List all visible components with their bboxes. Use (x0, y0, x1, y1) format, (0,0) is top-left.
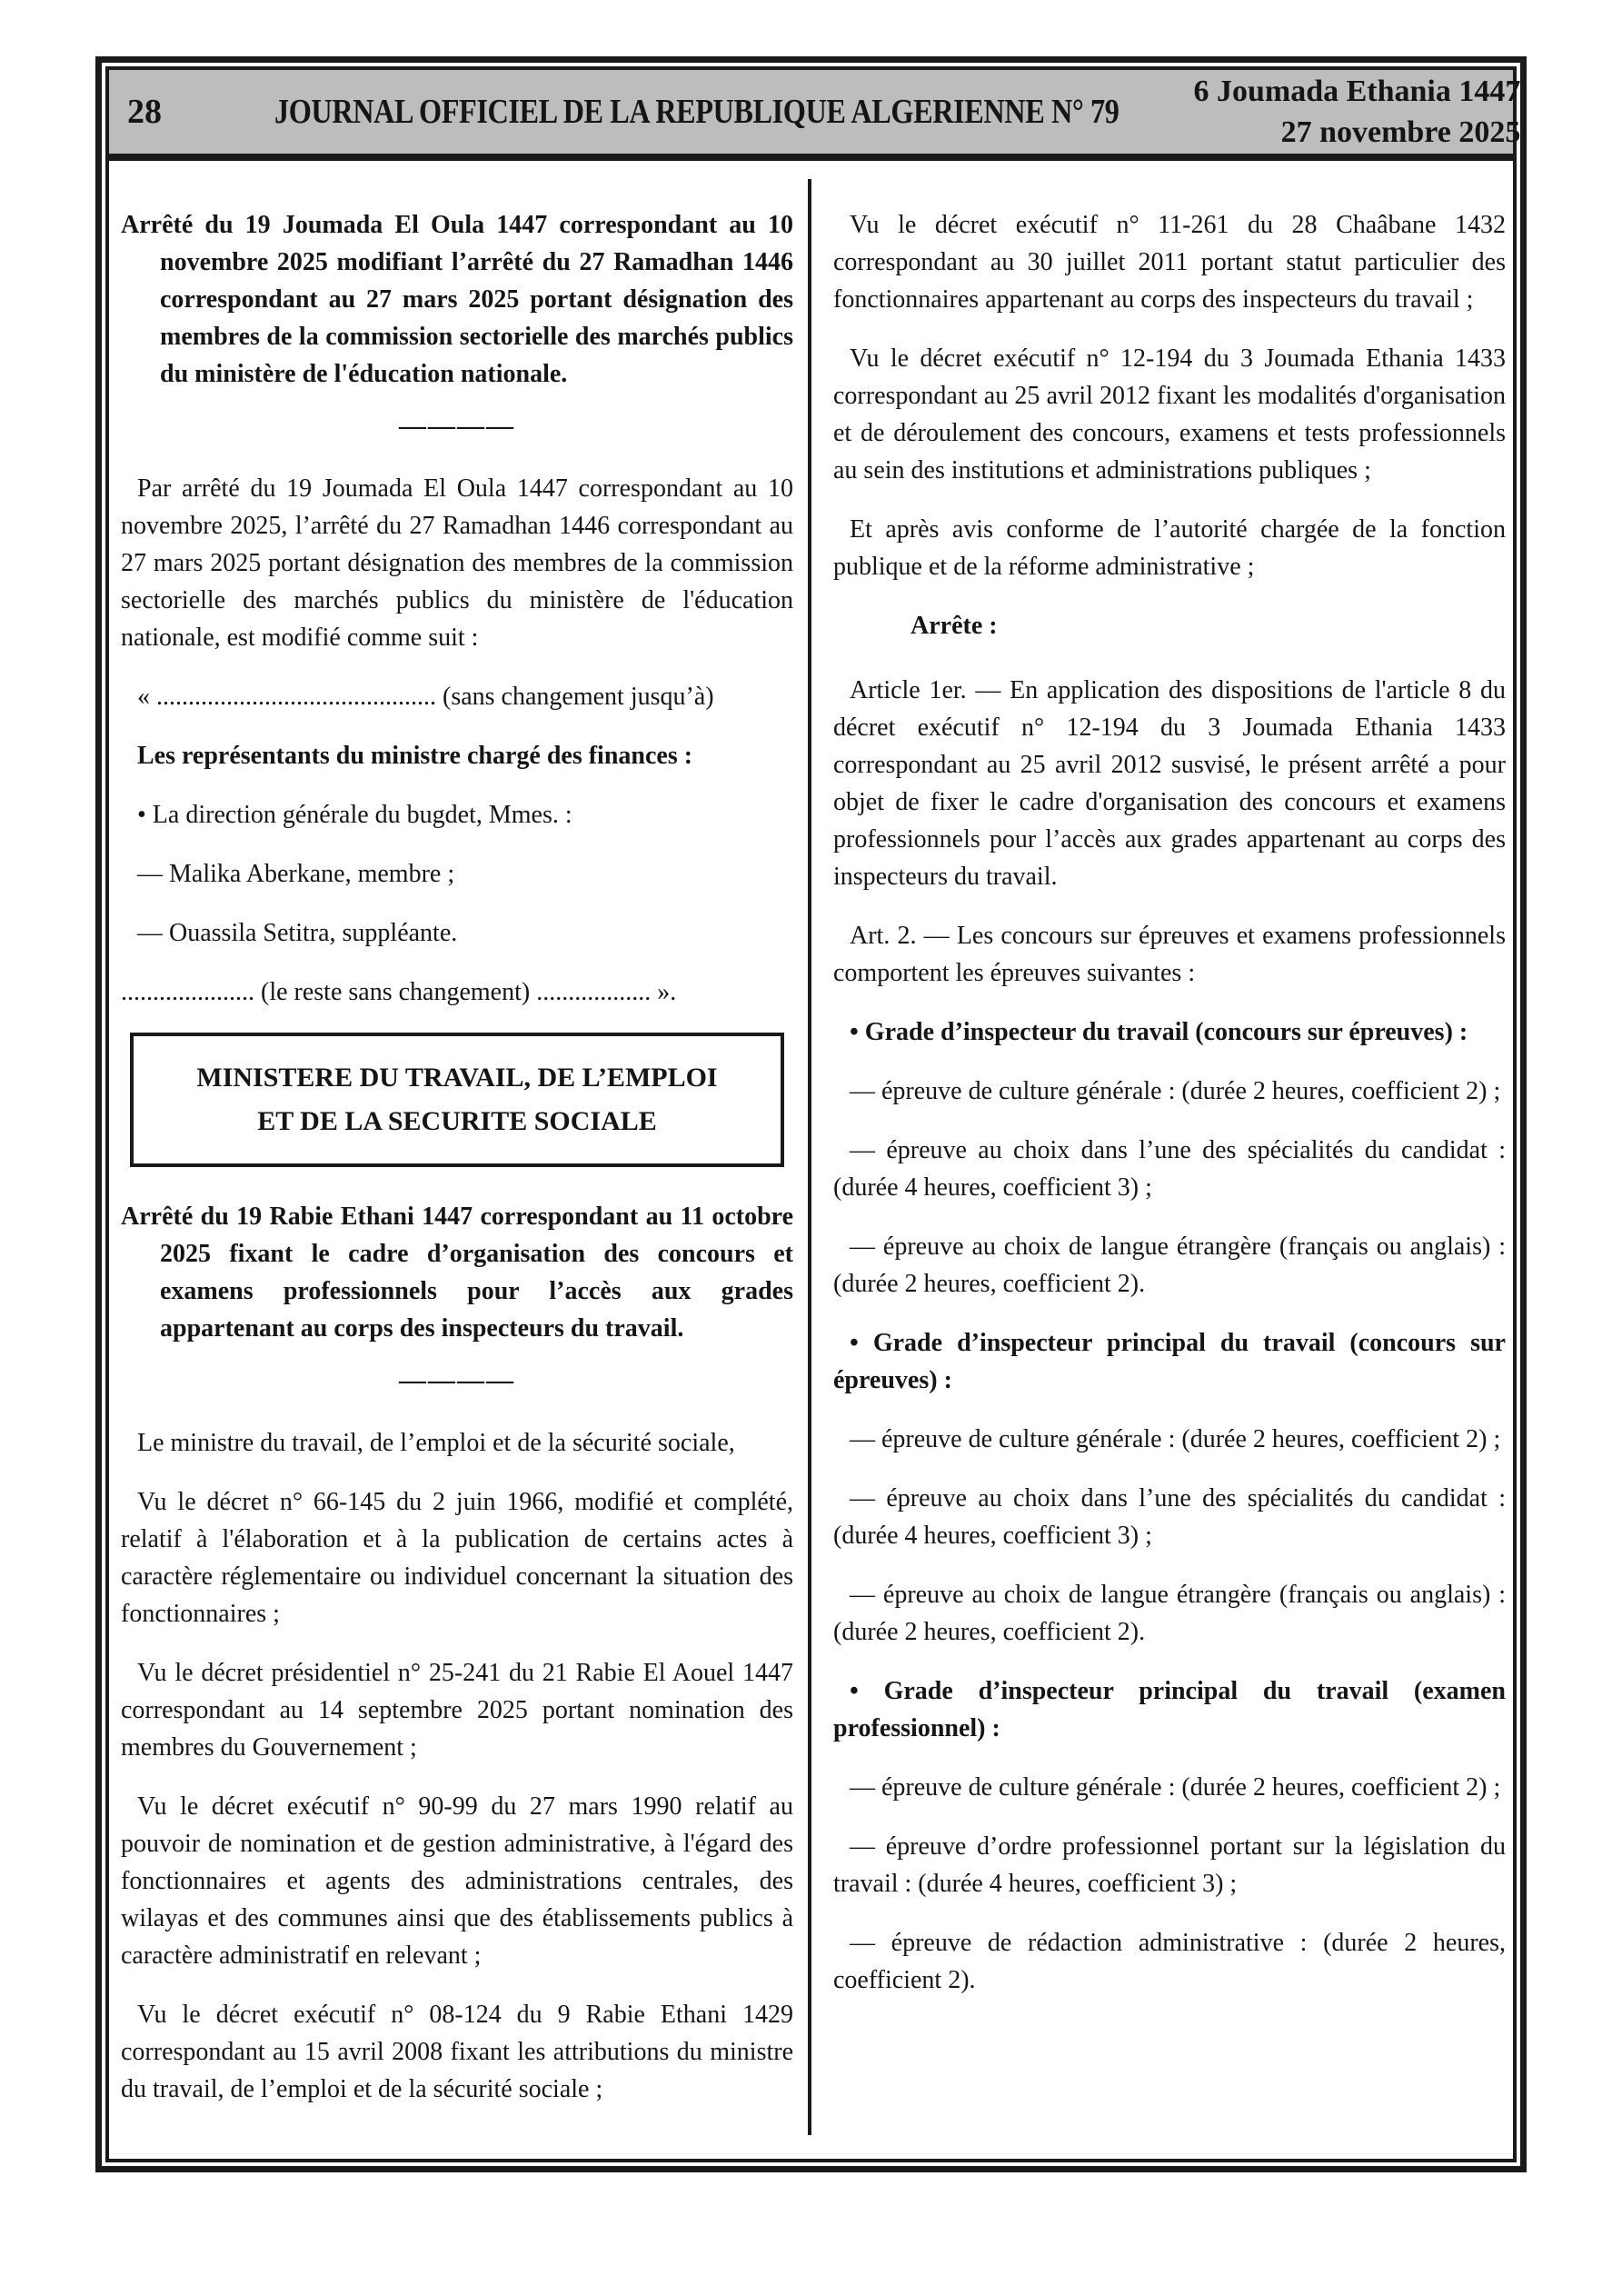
ministry-box (130, 1033, 784, 1167)
page-number: 28 (127, 93, 162, 131)
article-2: Art. 2. — Les concours sur épreuves et examens professionnels comportent les épreuves suivantes : (833, 922, 1506, 987)
arrete-label: Arrête : (911, 612, 998, 640)
paragraph: Vu le décret exécutif n° 08-124 du 9 Rabie Ethani 1429 correspondant au 15 avril 2008 fixant les attributions du ministre du travail, de l’emploi et de la sécurité sociale ; (121, 2001, 793, 2103)
dash-item: — épreuve au choix de langue étrangère (français ou anglais) : (durée 2 heures, coefficient 2). (833, 1581, 1506, 1646)
left-column (121, 206, 793, 2130)
dash-item: — épreuve de culture générale : (durée 2 heures, coefficient 2) ; (850, 1425, 1501, 1453)
grade-heading: • Grade d’inspecteur du travail (concours sur épreuves) : (850, 1018, 1468, 1046)
dash-item: — Malika Aberkane, membre ; (137, 860, 455, 888)
dash-item: — épreuve au choix dans l’une des spécialités du candidat : (durée 4 heures, coefficient 3) ; (833, 1484, 1506, 1550)
paragraph: Vu le décret exécutif n° 90-99 du 27 mars 1990 relatif au pouvoir de nomination et de gestion administrative, à l'égard des fonctionnaires et agents des administrations centrales, des wilayas et des communes ainsi que des établissements publics à caractère administratif en relevant ; (121, 1792, 793, 1970)
column-divider (808, 179, 811, 2135)
paragraph: Vu le décret exécutif n° 12-194 du 3 Joumada Ethania 1433 correspondant au 25 avril 2012 fixant les modalités d'organisation et de déroulement des concours, examens et tests professionnels au sein des institutions et administrations publiques ; (833, 344, 1506, 484)
decree-title-1: Arrêté du 19 Joumada El Oula 1447 correspondant au 10 novembre 2025 modifiant l’arrêté du 27 Ramadhan 1446 correspondant au 27 mars 2025 portant désignation des membres de la commission sectorielle des marchés publics du ministère de l'éducation nationale. (121, 211, 793, 388)
quote-open-line: « ............................................ (sans changement jusqu’à) (137, 683, 714, 711)
date-block (1193, 71, 1520, 153)
grade-heading: • Grade d’inspecteur principal du travail (concours sur épreuves) : (833, 1329, 1506, 1394)
page-header (109, 70, 1521, 161)
subheading-finances: Les représentants du ministre chargé des finances : (137, 742, 693, 770)
dash-item: — épreuve au choix dans l’une des spécialités du candidat : (durée 4 heures, coefficient 3) ; (833, 1136, 1506, 1202)
grade-heading: • Grade d’inspecteur principal du travail (examen professionnel) : (833, 1677, 1506, 1742)
page-frame-inner (105, 66, 1521, 2162)
dash-item: — épreuve de culture générale : (durée 2 heures, coefficient 2) ; (850, 1773, 1501, 1802)
paragraph: Vu le décret exécutif n° 11-261 du 28 Chaâbane 1432 correspondant au 30 juillet 2011 portant statut particulier des fonctionnaires appartenant au corps des inspecteurs du travail ; (833, 211, 1506, 314)
right-column (833, 206, 1506, 2021)
dash-separator: ———— (399, 411, 515, 441)
decree-title-2: Arrêté du 19 Rabie Ethani 1447 correspondant au 11 octobre 2025 fixant le cadre d’organisation des concours et examens professionnels pour l’accès aux grades appartenant au corps des inspecteurs du travail. (121, 1203, 793, 1343)
dash-item: — épreuve de rédaction administrative : (durée 2 heures, coefficient 2). (833, 1929, 1506, 1994)
article-1: Article 1er. — En application des dispositions de l'article 8 du décret exécutif n° 12-194 du 3 Joumada Ethania 1433 correspondant au 25 avril 2012 susvisé, le présent arrêté a pour objet de fixer le cadre d'organisation des concours et examens professionnels pour l’accès aux grades appartenant au corps des inspecteurs du travail. (833, 676, 1506, 891)
date-gregorian: 27 novembre 2025 (1280, 115, 1521, 149)
journal-title: JOURNAL OFFICIEL DE LA REPUBLIQUE ALGERIENNE N° 79 (274, 93, 1119, 131)
page-frame (95, 56, 1527, 2172)
paragraph: Le ministre du travail, de l’emploi et de la sécurité sociale, (137, 1429, 735, 1457)
paragraph: Vu le décret présidentiel n° 25-241 du 21 Rabie El Aouel 1447 correspondant au 14 septembre 2025 portant nomination des membres du Gouvernement ; (121, 1659, 793, 1762)
paragraph: Vu le décret n° 66-145 du 2 juin 1966, modifié et complété, relatif à l'élaboration et à la publication de certains actes à caractère réglementaire ou individuel concernant la situation des fonctionnaires ; (121, 1488, 793, 1628)
dash-item: — épreuve de culture générale : (durée 2 heures, coefficient 2) ; (850, 1077, 1501, 1105)
bullet-item: • La direction générale du bugdet, Mmes. : (137, 801, 572, 829)
ministry-box-line1: MINISTERE DU TRAVAIL, DE L’EMPLOI (196, 1063, 718, 1093)
dash-item: — Ouassila Setitra, suppléante. (137, 919, 458, 947)
paragraph: Et après avis conforme de l’autorité chargée de la fonction publique et de la réforme administrative ; (833, 515, 1506, 581)
date-hijri: 6 Joumada Ethania 1447 (1193, 75, 1521, 108)
dash-item: — épreuve au choix de langue étrangère (français ou anglais) : (durée 2 heures, coefficient 2). (833, 1233, 1506, 1298)
quote-close-line: ..................... (le reste sans changement) .................. ». (121, 978, 677, 1006)
page-content (109, 161, 1513, 2159)
ministry-box-line2: ET DE LA SECURITE SOCIALE (257, 1106, 657, 1136)
paragraph: Par arrêté du 19 Joumada El Oula 1447 correspondant au 10 novembre 2025, l’arrêté du 27 Ramadhan 1446 correspondant au 27 mars 2025 portant désignation des membres de la commission sectorielle des marchés publics du ministère de l'éducation nationale, est modifié comme suit : (121, 474, 793, 652)
dash-item: — épreuve d’ordre professionnel portant sur la législation du travail : (durée 4 heures, coefficient 3) ; (833, 1832, 1506, 1898)
dash-separator: ———— (399, 1365, 515, 1395)
